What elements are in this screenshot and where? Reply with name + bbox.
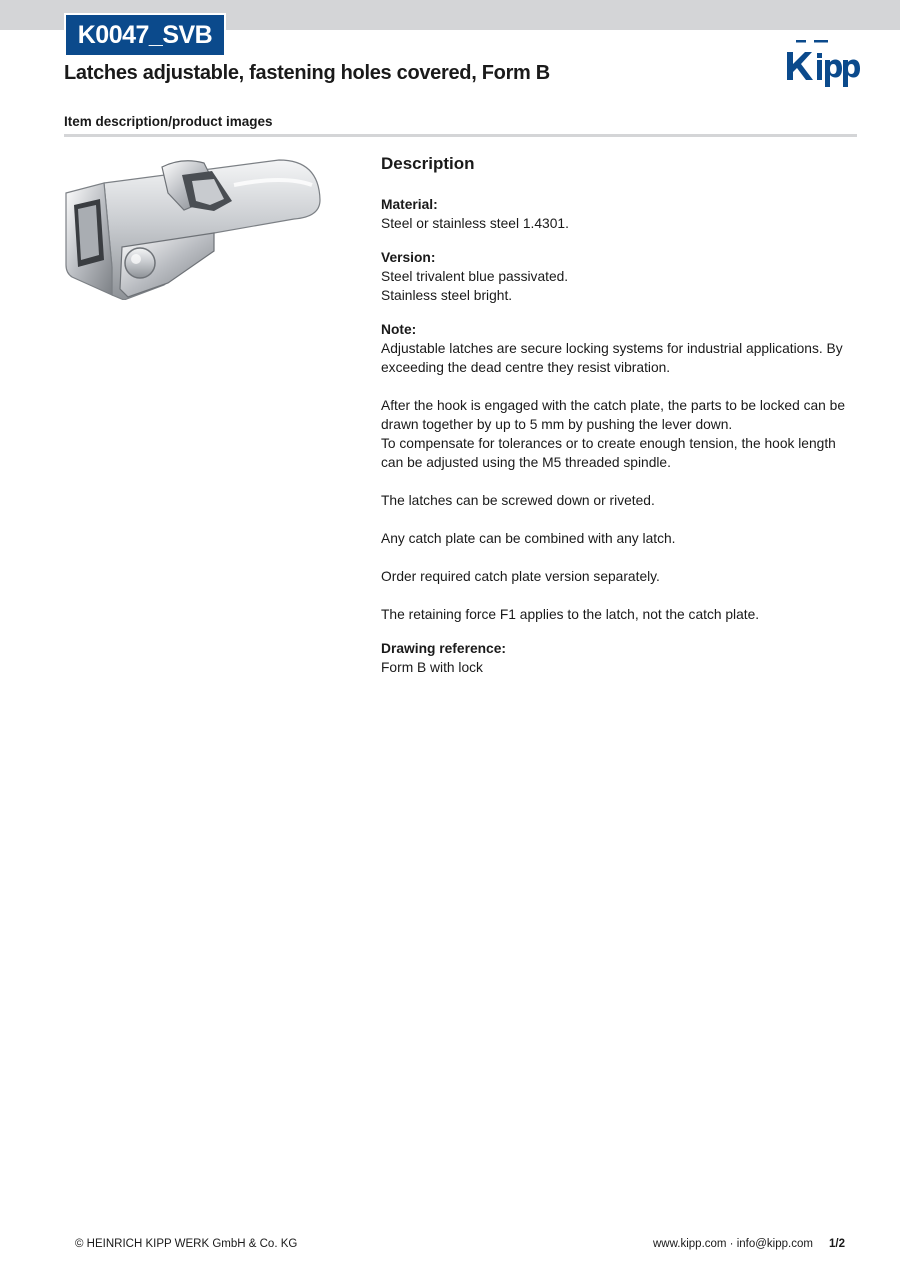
description-heading: Description — [381, 154, 475, 173]
page-number: 1/2 — [829, 1238, 845, 1250]
note-label: Note: — [381, 322, 417, 337]
section-divider — [64, 134, 857, 137]
material-label: Material: — [381, 197, 438, 212]
note-paragraph: To compensate for tolerances or to create enough tension, the hook length can be adjusted using the M5 threaded spindle. — [381, 436, 836, 470]
note-paragraph: The latches can be screwed down or riveted. — [381, 493, 655, 508]
note-paragraph: After the hook is engaged with the catch plate, the parts to be locked can be drawn together by up to 5 mm by pushing the lever down. — [381, 398, 846, 432]
note-paragraph: Any catch plate can be combined with any latch. — [381, 531, 676, 546]
kipp-logo — [784, 38, 860, 92]
note-paragraph: The retaining force F1 applies to the latch, not the catch plate. — [381, 607, 760, 622]
description-panel — [381, 152, 857, 692]
material-block — [381, 195, 857, 233]
note-block — [381, 320, 857, 624]
footer-copyright: © HEINRICH KIPP WERK GmbH & Co. KG — [75, 1238, 298, 1250]
version-line: Steel trivalent blue passivated. — [381, 269, 569, 284]
drawing-reference-value: Form B with lock — [381, 660, 483, 675]
drawing-reference-label: Drawing reference: — [381, 641, 506, 656]
note-paragraph: Adjustable latches are secure locking systems for industrial applications. By exceeding the dead centre they resist vibration. — [381, 341, 843, 375]
drawing-reference-block — [381, 639, 857, 677]
version-line: Stainless steel bright. — [381, 288, 513, 303]
version-block — [381, 248, 857, 305]
latch-product-image — [64, 155, 322, 300]
note-paragraph: Order required catch plate version separately. — [381, 569, 660, 584]
material-value: Steel or stainless steel 1.4301. — [381, 216, 569, 231]
version-label: Version: — [381, 250, 436, 265]
footer-contact: www.kipp.com · info@kipp.com — [653, 1238, 813, 1250]
product-code-badge: K0047_SVB — [64, 13, 226, 57]
page-title: Latches adjustable, fastening holes covered, Form B — [64, 62, 550, 84]
section-title: Item description/product images — [64, 114, 273, 129]
